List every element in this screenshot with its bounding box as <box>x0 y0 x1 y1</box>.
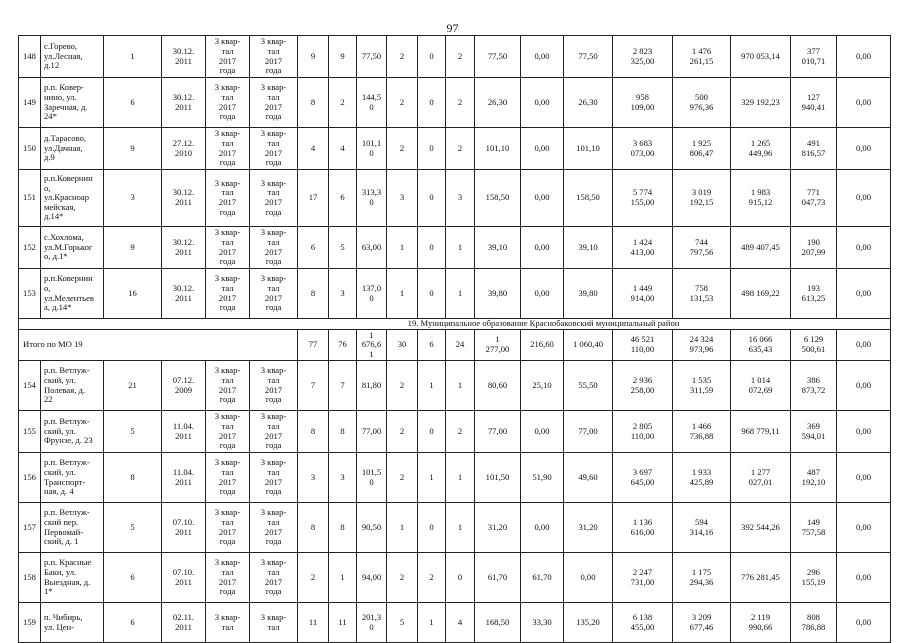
cell-area-total: 101,10 <box>475 128 521 170</box>
cell-cost-region: 489 407,45 <box>731 227 791 269</box>
cell-col-3: 6 <box>104 553 162 603</box>
cell-quarter-plan: 3 квар- тал <box>206 603 250 643</box>
cell-col-8: 7 <box>329 361 357 411</box>
cell-cost-region: 776 281,45 <box>731 553 791 603</box>
cell-col-7: 8 <box>298 411 329 453</box>
table-row <box>19 453 891 503</box>
cell-cost-region: 1 014 072,69 <box>731 361 791 411</box>
cell-col-7: 3 <box>298 453 329 503</box>
cell-cost-region: 1 277 027,01 <box>731 453 791 503</box>
cell-area-a: 25,10 <box>521 361 564 411</box>
cell-cost-region: 1 983 915,12 <box>731 170 791 227</box>
cell-quarter-plan: 3 квар- тал 2017 года <box>206 170 250 227</box>
cell-col-8: 1 <box>329 553 357 603</box>
cell-cost-region: 392 544,26 <box>731 503 791 553</box>
cell-cost-fund: 1 476 261,15 <box>673 36 731 78</box>
cell-col-10: 3 <box>387 170 418 227</box>
cell-area-total: 39,80 <box>475 269 521 319</box>
cell-row-number: 149 <box>19 78 41 128</box>
cell-col-11: 0 <box>418 269 446 319</box>
cell-area-a: 0,00 <box>521 411 564 453</box>
total-c20: 0,00 <box>837 330 891 361</box>
cell-cost-total: 3 697 645,00 <box>613 453 673 503</box>
cell-col-12: 4 <box>446 603 475 643</box>
cell-area: 81,80 <box>357 361 387 411</box>
cell-area: 313,3 0 <box>357 170 387 227</box>
cell-quarter-fact: 3 квар- тал 2017 года <box>250 269 298 319</box>
cell-address: р.п. Ветлуж- ский пер. Первомай- ский, д. 1 <box>41 503 104 553</box>
total-c9: 1 676,6 1 <box>357 330 387 361</box>
cell-col-11: 2 <box>418 553 446 603</box>
cell-col-3: 9 <box>104 128 162 170</box>
cell-col-10: 2 <box>387 78 418 128</box>
cell-area-b: 0,00 <box>564 553 613 603</box>
cell-row-number: 157 <box>19 503 41 553</box>
cell-quarter-plan: 3 квар- тал 2017 года <box>206 269 250 319</box>
cell-col-8: 11 <box>329 603 357 643</box>
cell-col-7: 11 <box>298 603 329 643</box>
cell-area-total: 168,50 <box>475 603 521 643</box>
cell-cost-fund: 3 209 677,46 <box>673 603 731 643</box>
cell-col-3: 6 <box>104 603 162 643</box>
cell-col-8: 9 <box>329 36 357 78</box>
cell-row-number: 152 <box>19 227 41 269</box>
cell-cost-other: 0,00 <box>837 227 891 269</box>
cell-col-10: 1 <box>387 227 418 269</box>
cell-quarter-plan: 3 квар- тал 2017 года <box>206 503 250 553</box>
cell-area-a: 61,70 <box>521 553 564 603</box>
section-row <box>19 319 891 330</box>
cell-area-b: 135,20 <box>564 603 613 643</box>
cell-area: 144,5 0 <box>357 78 387 128</box>
cell-cost-municipal: 487 192,10 <box>791 453 837 503</box>
cell-col-11: 1 <box>418 603 446 643</box>
cell-quarter-plan: 3 квар- тал 2017 года <box>206 411 250 453</box>
cell-col-10: 1 <box>387 503 418 553</box>
cell-quarter-fact: 3 квар- тал 2017 года <box>250 170 298 227</box>
cell-cost-municipal: 193 613,25 <box>791 269 837 319</box>
cell-area: 77,00 <box>357 411 387 453</box>
cell-col-3: 21 <box>104 361 162 411</box>
cell-row-number: 156 <box>19 453 41 503</box>
cell-cost-region: 968 779,11 <box>731 411 791 453</box>
total-row <box>19 330 891 361</box>
cell-area-b: 55,50 <box>564 361 613 411</box>
cell-cost-fund: 500 976,36 <box>673 78 731 128</box>
cell-cost-fund: 1 175 294,36 <box>673 553 731 603</box>
cell-row-number: 153 <box>19 269 41 319</box>
cell-cost-total: 2 823 325,00 <box>613 36 673 78</box>
cell-area-b: 31,20 <box>564 503 613 553</box>
cell-quarter-plan: 3 квар- тал 2017 года <box>206 78 250 128</box>
cell-quarter-plan: 3 квар- тал 2017 года <box>206 36 250 78</box>
cell-col-10: 2 <box>387 128 418 170</box>
cell-cost-region: 2 119 990,66 <box>731 603 791 643</box>
cell-cost-region: 1 265 449,96 <box>731 128 791 170</box>
cell-col-8: 6 <box>329 170 357 227</box>
total-label: Итого по МО 19 <box>19 330 298 361</box>
cell-area-total: 77,50 <box>475 36 521 78</box>
cell-col-12: 1 <box>446 453 475 503</box>
cell-area: 101,5 0 <box>357 453 387 503</box>
cell-cost-other: 0,00 <box>837 553 891 603</box>
cell-col-12: 2 <box>446 411 475 453</box>
cell-area-a: 33,30 <box>521 603 564 643</box>
cell-address: р.п. Красные Баки, ул. Выездная, д. 1* <box>41 553 104 603</box>
table-row <box>19 361 891 411</box>
table-row <box>19 170 891 227</box>
cell-cost-fund: 1 925 806,47 <box>673 128 731 170</box>
cell-cost-region: 329 192,23 <box>731 78 791 128</box>
cell-cost-other: 0,00 <box>837 411 891 453</box>
cell-area: 137,0 0 <box>357 269 387 319</box>
total-c12: 24 <box>446 330 475 361</box>
cell-cost-municipal: 386 873,72 <box>791 361 837 411</box>
cell-col-12: 3 <box>446 170 475 227</box>
cell-quarter-fact: 3 квар- тал 2017 года <box>250 553 298 603</box>
cell-col-7: 8 <box>298 269 329 319</box>
cell-cost-other: 0,00 <box>837 361 891 411</box>
cell-col-10: 2 <box>387 411 418 453</box>
cell-address: р.п. Ветлуж- ский, ул. Полевая, д. 22 <box>41 361 104 411</box>
total-c13: 1 277,00 <box>475 330 521 361</box>
cell-col-10: 5 <box>387 603 418 643</box>
cell-date: 30.12. 2011 <box>162 36 206 78</box>
cell-col-11: 0 <box>418 36 446 78</box>
cell-date: 30.12. 2011 <box>162 170 206 227</box>
cell-cost-fund: 1 933 425,89 <box>673 453 731 503</box>
cell-area-b: 49,60 <box>564 453 613 503</box>
page-number: 97 <box>446 21 459 35</box>
total-c16: 46 521 110,00 <box>613 330 673 361</box>
cell-col-12: 2 <box>446 36 475 78</box>
cell-col-11: 1 <box>418 453 446 503</box>
total-c19: 6 129 500,61 <box>791 330 837 361</box>
cell-area-total: 158,50 <box>475 170 521 227</box>
cell-col-12: 1 <box>446 361 475 411</box>
cell-col-7: 9 <box>298 36 329 78</box>
cell-quarter-fact: 3 квар- тал 2017 года <box>250 503 298 553</box>
cell-date: 11.04. 2011 <box>162 411 206 453</box>
cell-cost-other: 0,00 <box>837 128 891 170</box>
cell-address: р.п.Ковернин о, ул.Красноар мейская, д.14* <box>41 170 104 227</box>
cell-row-number: 154 <box>19 361 41 411</box>
cell-address: с.Горево, ул.Лесная, д.12 <box>41 36 104 78</box>
cell-area: 94,00 <box>357 553 387 603</box>
cell-area-b: 39,10 <box>564 227 613 269</box>
cell-col-12: 2 <box>446 128 475 170</box>
cell-cost-total: 1 136 616,00 <box>613 503 673 553</box>
cell-area-total: 77,00 <box>475 411 521 453</box>
cell-col-11: 1 <box>418 361 446 411</box>
cell-col-3: 1 <box>104 36 162 78</box>
cell-area-total: 80,60 <box>475 361 521 411</box>
table-row <box>19 36 891 78</box>
cell-col-7: 7 <box>298 361 329 411</box>
cell-col-10: 2 <box>387 36 418 78</box>
cell-address: с.Хохлома, ул.М.Горьког о, д.1* <box>41 227 104 269</box>
cell-col-7: 8 <box>298 78 329 128</box>
cell-cost-fund: 3 019 192,15 <box>673 170 731 227</box>
cell-area-a: 0,00 <box>521 78 564 128</box>
cell-col-11: 0 <box>418 78 446 128</box>
cell-col-3: 9 <box>104 227 162 269</box>
cell-cost-municipal: 377 010,71 <box>791 36 837 78</box>
cell-cost-other: 0,00 <box>837 603 891 643</box>
cell-col-12: 1 <box>446 227 475 269</box>
cell-area-b: 77,50 <box>564 36 613 78</box>
cell-quarter-fact: 3 квар- тал 2017 года <box>250 78 298 128</box>
cell-quarter-fact: 3 квар- тал 2017 года <box>250 411 298 453</box>
cell-quarter-fact: 3 квар- тал <box>250 603 298 643</box>
cell-quarter-fact: 3 квар- тал 2017 года <box>250 227 298 269</box>
cell-col-7: 2 <box>298 553 329 603</box>
cell-col-11: 0 <box>418 503 446 553</box>
cell-col-8: 3 <box>329 269 357 319</box>
cell-col-8: 3 <box>329 453 357 503</box>
cell-area: 101,1 0 <box>357 128 387 170</box>
cell-area-total: 26,30 <box>475 78 521 128</box>
cell-col-11: 0 <box>418 227 446 269</box>
cell-area-total: 101,50 <box>475 453 521 503</box>
cell-col-7: 6 <box>298 227 329 269</box>
cell-cost-municipal: 369 594,01 <box>791 411 837 453</box>
cell-col-11: 0 <box>418 128 446 170</box>
total-c14: 216,60 <box>521 330 564 361</box>
cell-area-a: 0,00 <box>521 170 564 227</box>
cell-col-11: 0 <box>418 170 446 227</box>
cell-area-b: 158,50 <box>564 170 613 227</box>
cell-address: п. Чибирь, ул. Цен- <box>41 603 104 643</box>
cell-area: 77,50 <box>357 36 387 78</box>
housing-data-table <box>18 35 891 643</box>
cell-col-10: 2 <box>387 361 418 411</box>
cell-cost-total: 2 805 110,00 <box>613 411 673 453</box>
cell-col-12: 2 <box>446 78 475 128</box>
cell-cost-total: 2 936 258,00 <box>613 361 673 411</box>
cell-area-b: 39,80 <box>564 269 613 319</box>
cell-cost-other: 0,00 <box>837 269 891 319</box>
cell-col-7: 4 <box>298 128 329 170</box>
cell-col-3: 8 <box>104 453 162 503</box>
cell-cost-total: 958 109,00 <box>613 78 673 128</box>
cell-col-3: 5 <box>104 503 162 553</box>
cell-col-7: 17 <box>298 170 329 227</box>
cell-cost-region: 970 053,14 <box>731 36 791 78</box>
cell-date: 02.11. 2011 <box>162 603 206 643</box>
cell-cost-total: 2 247 731,00 <box>613 553 673 603</box>
cell-area-b: 77,00 <box>564 411 613 453</box>
cell-area-a: 0,00 <box>521 269 564 319</box>
cell-col-3: 16 <box>104 269 162 319</box>
cell-address: д.Тарасово, ул.Дачная, д.9 <box>41 128 104 170</box>
cell-date: 30.12. 2011 <box>162 78 206 128</box>
cell-cost-total: 1 449 914,00 <box>613 269 673 319</box>
cell-area-b: 26,30 <box>564 78 613 128</box>
total-c7: 77 <box>298 330 329 361</box>
cell-date: 27.12. 2010 <box>162 128 206 170</box>
cell-row-number: 159 <box>19 603 41 643</box>
cell-col-12: 0 <box>446 553 475 603</box>
table-row <box>19 603 891 643</box>
cell-col-8: 2 <box>329 78 357 128</box>
cell-cost-total: 1 424 413,00 <box>613 227 673 269</box>
cell-cost-fund: 1 466 736,88 <box>673 411 731 453</box>
cell-cost-fund: 758 131,53 <box>673 269 731 319</box>
cell-date: 07.10. 2011 <box>162 553 206 603</box>
cell-quarter-plan: 3 квар- тал 2017 года <box>206 361 250 411</box>
cell-area-total: 31,20 <box>475 503 521 553</box>
table-row <box>19 411 891 453</box>
cell-quarter-plan: 3 квар- тал 2017 года <box>206 553 250 603</box>
cell-cost-fund: 594 314,16 <box>673 503 731 553</box>
total-c17: 24 324 973,96 <box>673 330 731 361</box>
cell-cost-total: 5 774 155,00 <box>613 170 673 227</box>
cell-col-8: 4 <box>329 128 357 170</box>
cell-cost-municipal: 296 155,19 <box>791 553 837 603</box>
cell-cost-other: 0,00 <box>837 78 891 128</box>
cell-address: р.п. Ковер- нино, ул. Заречная, д. 24* <box>41 78 104 128</box>
cell-cost-municipal: 808 786,88 <box>791 603 837 643</box>
cell-address: р.п.Ковернин о, ул.Мелентьев а, д.14* <box>41 269 104 319</box>
cell-cost-municipal: 491 816,57 <box>791 128 837 170</box>
cell-col-10: 2 <box>387 553 418 603</box>
cell-address: р.п. Ветлуж- ский, ул. Транспорт- ная, д. 4 <box>41 453 104 503</box>
cell-date: 07.10. 2011 <box>162 503 206 553</box>
cell-cost-total: 6 138 455,00 <box>613 603 673 643</box>
cell-area-a: 51,90 <box>521 453 564 503</box>
cell-col-10: 1 <box>387 269 418 319</box>
cell-col-8: 8 <box>329 411 357 453</box>
cell-area-total: 61,70 <box>475 553 521 603</box>
cell-col-7: 8 <box>298 503 329 553</box>
cell-cost-municipal: 149 757,58 <box>791 503 837 553</box>
total-c15: 1 060,40 <box>564 330 613 361</box>
cell-row-number: 148 <box>19 36 41 78</box>
table-row <box>19 269 891 319</box>
cell-col-11: 0 <box>418 411 446 453</box>
cell-cost-total: 3 683 073,00 <box>613 128 673 170</box>
cell-cost-other: 0,00 <box>837 170 891 227</box>
cell-cost-fund: 744 797,56 <box>673 227 731 269</box>
cell-row-number: 155 <box>19 411 41 453</box>
cell-col-8: 5 <box>329 227 357 269</box>
table-row <box>19 503 891 553</box>
total-c10: 30 <box>387 330 418 361</box>
total-c11: 6 <box>418 330 446 361</box>
cell-area: 201,3 0 <box>357 603 387 643</box>
cell-date: 07.12. 2009 <box>162 361 206 411</box>
cell-cost-fund: 1 535 311,59 <box>673 361 731 411</box>
cell-cost-municipal: 771 047,73 <box>791 170 837 227</box>
cell-date: 30.12. 2011 <box>162 269 206 319</box>
cell-col-10: 2 <box>387 453 418 503</box>
cell-area-a: 0,00 <box>521 128 564 170</box>
cell-address: р.п. Ветлуж- ский, ул. Фрунзе, д. 23 <box>41 411 104 453</box>
section-title: 19. Муниципальное образование Краснобаковский муниципальный район <box>19 319 891 330</box>
cell-cost-other: 0,00 <box>837 503 891 553</box>
cell-area: 63,00 <box>357 227 387 269</box>
cell-area-a: 0,00 <box>521 503 564 553</box>
cell-quarter-plan: 3 квар- тал 2017 года <box>206 453 250 503</box>
cell-col-3: 5 <box>104 411 162 453</box>
cell-col-3: 3 <box>104 170 162 227</box>
cell-cost-municipal: 127 940,41 <box>791 78 837 128</box>
total-c8: 76 <box>329 330 357 361</box>
cell-area-b: 101,10 <box>564 128 613 170</box>
cell-cost-region: 498 169,22 <box>731 269 791 319</box>
cell-area-a: 0,00 <box>521 227 564 269</box>
table-row <box>19 78 891 128</box>
cell-date: 30.12. 2011 <box>162 227 206 269</box>
cell-cost-other: 0,00 <box>837 453 891 503</box>
cell-quarter-fact: 3 квар- тал 2017 года <box>250 128 298 170</box>
cell-quarter-plan: 3 квар- тал 2017 года <box>206 227 250 269</box>
cell-quarter-fact: 3 квар- тал 2017 года <box>250 36 298 78</box>
cell-row-number: 150 <box>19 128 41 170</box>
cell-area-a: 0,00 <box>521 36 564 78</box>
total-c18: 16 066 635,43 <box>731 330 791 361</box>
cell-area: 90,50 <box>357 503 387 553</box>
cell-quarter-fact: 3 квар- тал 2017 года <box>250 361 298 411</box>
table-row <box>19 128 891 170</box>
cell-cost-municipal: 190 207,99 <box>791 227 837 269</box>
cell-quarter-plan: 3 квар- тал 2017 года <box>206 128 250 170</box>
cell-row-number: 151 <box>19 170 41 227</box>
cell-cost-other: 0,00 <box>837 36 891 78</box>
cell-date: 11.04. 2011 <box>162 453 206 503</box>
cell-area-total: 39,10 <box>475 227 521 269</box>
cell-col-12: 1 <box>446 503 475 553</box>
cell-col-8: 8 <box>329 503 357 553</box>
cell-row-number: 158 <box>19 553 41 603</box>
cell-col-3: 6 <box>104 78 162 128</box>
table-row <box>19 553 891 603</box>
cell-quarter-fact: 3 квар- тал 2017 года <box>250 453 298 503</box>
cell-col-12: 1 <box>446 269 475 319</box>
table-row <box>19 227 891 269</box>
